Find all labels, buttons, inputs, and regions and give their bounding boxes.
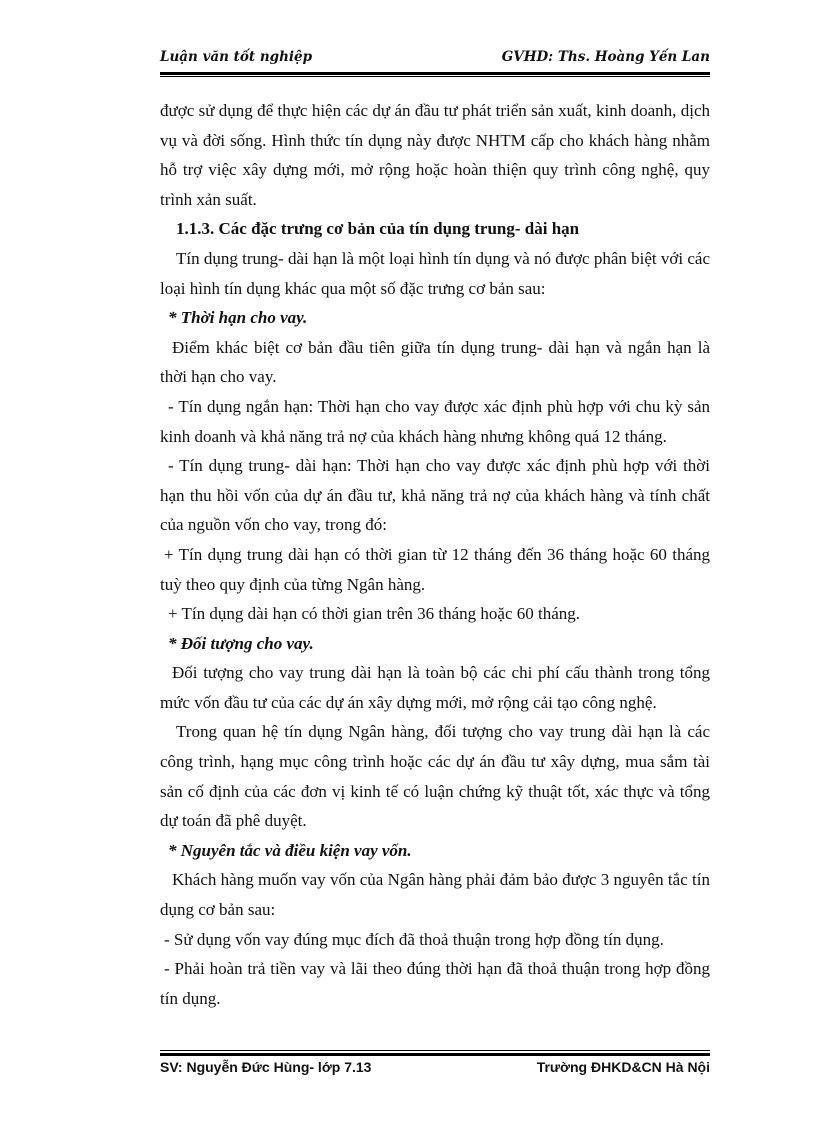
header-rule-thin — [160, 76, 710, 77]
page-header — [160, 49, 710, 71]
subheading-loan-principles: * Nguyên tắc và điều kiện vay vốn. — [168, 840, 412, 860]
header-rule-thick — [160, 72, 710, 75]
paragraph: Đối tượng cho vay trung dài hạn là toàn bộ các chi phí cấu thành trong tổng mức vốn đầu tư của các dự án xây dựng mới, mở rộng cải tạo công nghệ. — [160, 663, 710, 712]
footer-university-label: Trường ĐHKD&CN Hà Nội — [536, 1059, 710, 1075]
header-advisor-label: GVHD: Ths. Hoàng Yến Lan — [501, 49, 710, 65]
paragraph: được sử dụng để thực hiện các dự án đầu tư phát triển sản xuất, kinh doanh, dịch vụ và đời sống. Hình thức tín dụng này được NHTM cấp cho khách hàng nhằm hỗ trợ việc xây dựng mới, mở rộng hoặc hoàn thiện quy trình công nghệ, quy trình xản suất. — [160, 101, 710, 209]
page-body — [160, 96, 710, 1013]
paragraph: Khách hàng muốn vay vốn của Ngân hàng phải đảm bảo được 3 nguyên tắc tín dụng cơ bản sau: — [160, 870, 710, 920]
paragraph: Điểm khác biệt cơ bản đầu tiên giữa tín dụng trung- dài hạn và ngắn hạn là thời hạn cho vay. — [160, 337, 710, 387]
subheading-loan-term: * Thời hạn cho vay. — [168, 308, 308, 328]
header-thesis-label: Luận văn tốt nghiệp — [160, 49, 313, 65]
section-heading: 1.1.3. Các đặc trưng cơ bản của tín dụng trung- dài hạn — [176, 219, 580, 239]
paragraph: Tín dụng trung- dài hạn là một loại hình tín dụng và nó được phân biệt với các loại hình tín dụng khác qua một số đặc trưng cơ bản sau: — [160, 248, 710, 298]
list-item: - Tín dụng trung- dài hạn: Thời hạn cho vay được xác định phù hợp với thời hạn thu hồi vốn của dự án đầu tư, khả năng trả nợ của khách hàng và tính chất của nguồn vốn cho vay, trong đó: — [160, 456, 710, 535]
footer-rule-thick — [160, 1053, 710, 1056]
list-item: - Sử dụng vốn vay đúng mục đích đã thoả thuận trong hợp đồng tín dụng. — [164, 929, 664, 949]
list-item: - Phải hoàn trả tiền vay và lãi theo đúng thời hạn đã thoả thuận trong hợp đồng tín dụng. — [160, 959, 710, 1008]
footer-student-label: SV: Nguyễn Đức Hùng- lớp 7.13 — [160, 1059, 372, 1075]
list-item: + Tín dụng trung dài hạn có thời gian từ 12 tháng đến 36 tháng hoặc 60 tháng tuỳ theo quy định của từng Ngân hàng. — [160, 544, 710, 594]
paragraph: Trong quan hệ tín dụng Ngân hàng, đối tượng cho vay trung dài hạn là các công trình, hạng mục công trình hoặc các dự án đầu tư xây dựng, mua sắm tài sản cố định của các đơn vị kinh tế có luận chứng kỹ thuật tốt, xác thực và tổng dự toán đã phê duyệt. — [160, 722, 710, 831]
subheading-loan-object: * Đối tượng cho vay. — [168, 633, 314, 653]
page-footer — [160, 1059, 710, 1081]
list-item: + Tín dụng dài hạn có thời gian trên 36 tháng hoặc 60 tháng. — [168, 604, 581, 624]
list-item: - Tín dụng ngắn hạn: Thời hạn cho vay được xác định phù hợp với chu kỳ sản kinh doanh và khả năng trả nợ của khách hàng nhưng không quá 12 tháng. — [160, 396, 710, 446]
footer-rule-thin — [160, 1050, 710, 1051]
